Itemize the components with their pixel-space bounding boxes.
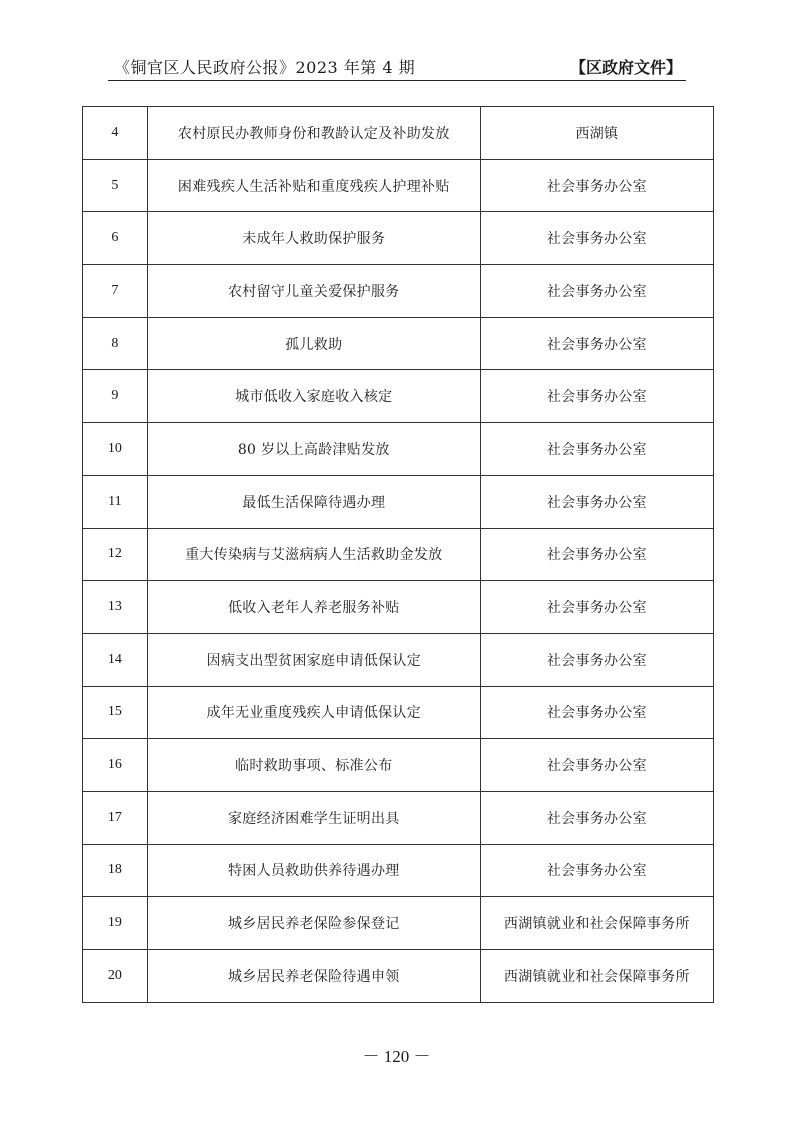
table-row bbox=[83, 844, 714, 897]
row-number-cell: 18 bbox=[83, 844, 148, 897]
item-name-cell: 城市低收入家庭收入核定 bbox=[147, 370, 480, 423]
section-label: 【区政府文件】 bbox=[569, 58, 682, 77]
department-cell: 西湖镇就业和社会保障事务所 bbox=[480, 950, 713, 1003]
department-cell: 社会事务办公室 bbox=[480, 739, 713, 792]
row-number-cell: 9 bbox=[83, 370, 148, 423]
row-number-cell: 12 bbox=[83, 528, 148, 581]
table-row bbox=[83, 950, 714, 1003]
item-name-cell: 重大传染病与艾滋病病人生活救助金发放 bbox=[147, 528, 480, 581]
table-row bbox=[83, 633, 714, 686]
table-row bbox=[83, 159, 714, 212]
table-row bbox=[83, 107, 714, 160]
department-cell: 西湖镇 bbox=[480, 107, 713, 160]
item-name-cell: 因病支出型贫困家庭申请低保认定 bbox=[147, 633, 480, 686]
department-cell: 社会事务办公室 bbox=[480, 844, 713, 897]
department-cell: 社会事务办公室 bbox=[480, 581, 713, 634]
table-row bbox=[83, 791, 714, 844]
department-cell: 社会事务办公室 bbox=[480, 633, 713, 686]
department-cell: 社会事务办公室 bbox=[480, 791, 713, 844]
table-row bbox=[83, 265, 714, 318]
item-name-cell: 80 岁以上高龄津贴发放 bbox=[147, 423, 480, 476]
department-cell: 社会事务办公室 bbox=[480, 317, 713, 370]
item-name-cell: 农村留守儿童关爱保护服务 bbox=[147, 265, 480, 318]
row-number-cell: 10 bbox=[83, 423, 148, 476]
item-name-cell: 困难残疾人生活补贴和重度残疾人护理补贴 bbox=[147, 159, 480, 212]
department-cell: 社会事务办公室 bbox=[480, 528, 713, 581]
row-number-cell: 17 bbox=[83, 791, 148, 844]
item-name-cell: 成年无业重度残疾人申请低保认定 bbox=[147, 686, 480, 739]
department-cell: 社会事务办公室 bbox=[480, 159, 713, 212]
table-row bbox=[83, 370, 714, 423]
department-cell: 社会事务办公室 bbox=[480, 475, 713, 528]
table-row bbox=[83, 317, 714, 370]
table-row bbox=[83, 897, 714, 950]
table-row bbox=[83, 686, 714, 739]
department-cell: 西湖镇就业和社会保障事务所 bbox=[480, 897, 713, 950]
item-name-cell: 农村原民办教师身份和教龄认定及补助发放 bbox=[147, 107, 480, 160]
publication-title: 《铜官区人民政府公报》2023 年第 4 期 bbox=[114, 58, 416, 77]
row-number-cell: 7 bbox=[83, 265, 148, 318]
row-number-cell: 4 bbox=[83, 107, 148, 160]
table-row bbox=[83, 475, 714, 528]
item-name-cell: 特困人员救助供养待遇办理 bbox=[147, 844, 480, 897]
item-name-cell: 城乡居民养老保险待遇申领 bbox=[147, 950, 480, 1003]
table-row bbox=[83, 212, 714, 265]
table-row bbox=[83, 423, 714, 476]
page-header bbox=[108, 52, 686, 81]
item-name-cell: 城乡居民养老保险参保登记 bbox=[147, 897, 480, 950]
table-row bbox=[83, 528, 714, 581]
table-body bbox=[83, 107, 714, 1003]
row-number-cell: 8 bbox=[83, 317, 148, 370]
item-name-cell: 临时救助事项、标准公布 bbox=[147, 739, 480, 792]
item-name-cell: 最低生活保障待遇办理 bbox=[147, 475, 480, 528]
row-number-cell: 14 bbox=[83, 633, 148, 686]
page-number: － 120 － bbox=[362, 1047, 431, 1066]
row-number-cell: 15 bbox=[83, 686, 148, 739]
item-name-cell: 家庭经济困难学生证明出具 bbox=[147, 791, 480, 844]
row-number-cell: 16 bbox=[83, 739, 148, 792]
item-name-cell: 未成年人救助保护服务 bbox=[147, 212, 480, 265]
row-number-cell: 20 bbox=[83, 950, 148, 1003]
department-cell: 社会事务办公室 bbox=[480, 212, 713, 265]
service-items-table bbox=[82, 106, 714, 1003]
department-cell: 社会事务办公室 bbox=[480, 370, 713, 423]
row-number-cell: 13 bbox=[83, 581, 148, 634]
row-number-cell: 5 bbox=[83, 159, 148, 212]
row-number-cell: 19 bbox=[83, 897, 148, 950]
item-name-cell: 低收入老年人养老服务补贴 bbox=[147, 581, 480, 634]
table-row bbox=[83, 739, 714, 792]
row-number-cell: 11 bbox=[83, 475, 148, 528]
department-cell: 社会事务办公室 bbox=[480, 423, 713, 476]
department-cell: 社会事务办公室 bbox=[480, 265, 713, 318]
department-cell: 社会事务办公室 bbox=[480, 686, 713, 739]
item-name-cell: 孤儿救助 bbox=[147, 317, 480, 370]
row-number-cell: 6 bbox=[83, 212, 148, 265]
table-row bbox=[83, 581, 714, 634]
